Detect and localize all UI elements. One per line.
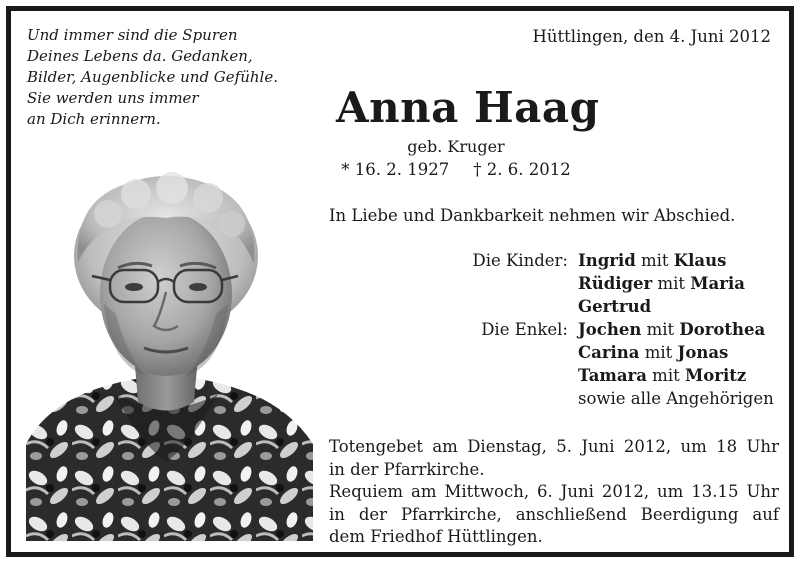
service-word: Dienstag, — [467, 437, 547, 456]
member-name: Tamara — [578, 366, 647, 385]
family-member — [578, 272, 745, 295]
service-word: am — [411, 482, 437, 501]
member-partner: Jonas — [677, 343, 729, 362]
service-line: dem Friedhof Hüttlingen. — [329, 527, 543, 546]
family-member — [578, 318, 765, 341]
portrait-photo — [26, 144, 313, 541]
family-member — [578, 249, 745, 272]
service-line — [329, 504, 779, 527]
member-partner: Dorothea — [679, 320, 766, 339]
service-word: Mittwoch, — [444, 482, 530, 501]
member-name: Carina — [578, 343, 640, 362]
member-connector: mit — [639, 343, 678, 362]
service-word: Uhr — [746, 482, 779, 501]
family-member — [578, 295, 745, 318]
service-word: 2012, — [623, 437, 672, 456]
service-word: 18 — [716, 437, 738, 456]
service-word: auf — [752, 504, 779, 524]
member-partner: Klaus — [673, 251, 727, 270]
portrait-photo-graphic — [26, 144, 313, 541]
poem-line: Und immer sind die Spuren — [27, 26, 238, 44]
grandchildren-group — [441, 318, 781, 387]
member-name: Ingrid — [578, 251, 636, 270]
poem-line: Deines Lebens da. Gedanken, — [27, 47, 253, 65]
grandchildren-label: Die Enkel: — [481, 320, 568, 339]
other-relatives: sowie alle Angehörigen — [578, 389, 774, 408]
service-word: um — [680, 437, 707, 456]
member-name: Jochen — [578, 320, 642, 339]
poem-line: an Dich erinnern. — [27, 110, 161, 128]
memorial-poem — [27, 25, 327, 130]
service-line — [329, 436, 779, 459]
service-word: 6. — [537, 482, 553, 501]
children-group — [441, 249, 781, 318]
member-partner: Moritz — [684, 366, 747, 385]
children-label: Die Kinder: — [472, 251, 568, 270]
family-list — [441, 249, 781, 410]
deceased-name: Anna Haag — [336, 83, 600, 132]
member-connector: mit — [641, 320, 680, 339]
farewell-statement: In Liebe und Dankbarkeit nehmen wir Abschied. — [329, 206, 736, 225]
birth-date: * 16. 2. 1927 — [341, 160, 450, 179]
member-name: Rüdiger — [578, 274, 653, 293]
service-word: Requiem — [329, 482, 404, 501]
service-word: Uhr — [746, 437, 779, 456]
service-line — [329, 481, 779, 504]
service-word: 2012, — [601, 482, 650, 501]
service-word: in — [329, 504, 345, 524]
service-word: am — [432, 437, 458, 456]
poem-line: Sie werden uns immer — [27, 89, 199, 107]
member-name: Gertrud — [578, 297, 652, 316]
family-member — [578, 341, 765, 364]
death-date: † 2. 6. 2012 — [473, 160, 571, 179]
service-line: in der Pfarrkirche. — [329, 459, 485, 479]
member-connector: mit — [646, 366, 685, 385]
service-word: Juni — [560, 482, 594, 501]
family-member — [578, 364, 765, 387]
service-word: Beerdigung — [640, 504, 739, 524]
service-word: der — [358, 504, 388, 524]
service-word: Juni — [581, 437, 615, 456]
member-partner: Maria — [690, 274, 745, 293]
service-word: anschließend — [515, 504, 627, 524]
service-word: Totengebet — [329, 437, 423, 456]
member-connector: mit — [635, 251, 674, 270]
poem-line: Bilder, Augenblicke und Gefühle. — [27, 68, 278, 86]
place-and-date: Hüttlingen, den 4. Juni 2012 — [532, 27, 771, 46]
service-word: Pfarrkirche, — [400, 504, 502, 524]
life-dates — [336, 159, 576, 181]
service-details — [329, 436, 779, 549]
member-connector: mit — [652, 274, 691, 293]
maiden-name: geb. Kruger — [407, 137, 505, 156]
service-word: um — [657, 482, 684, 501]
children-names — [578, 249, 745, 318]
grandchildren-names — [578, 318, 765, 387]
service-word: 13.15 — [691, 482, 739, 501]
service-word: 5. — [556, 437, 572, 456]
obituary-frame — [6, 6, 794, 557]
